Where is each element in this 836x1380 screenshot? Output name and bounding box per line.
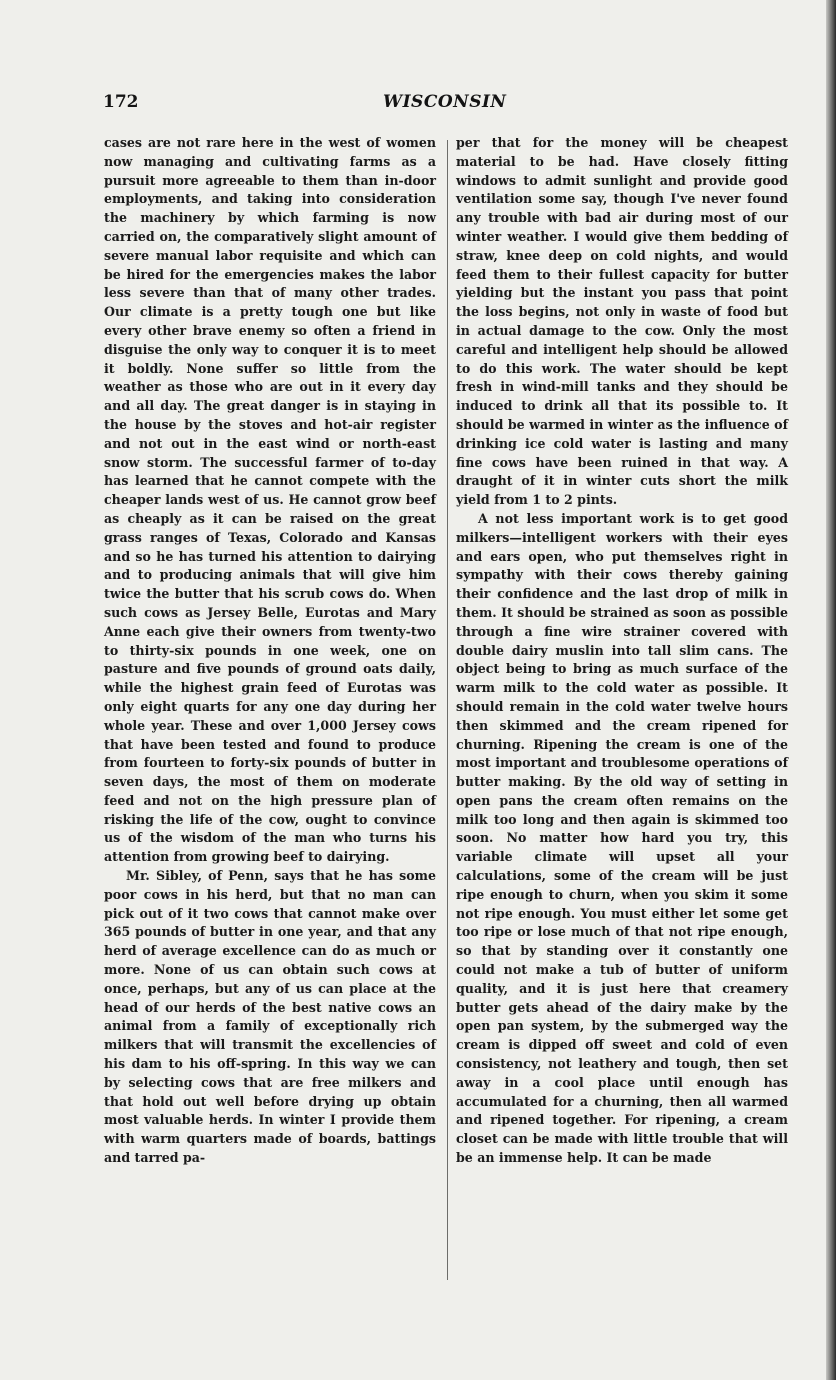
page-number: 172 — [103, 92, 139, 112]
right-paragraph-1: per that for the money will be cheapest material to be had. Have closely fitting windows to admit sunlight and provide good ventilation some say, though I've never found any trouble with bad air during most of our winter weather. I would give them bedding of straw, knee deep on cold nights, and would feed them to their fullest capacity for butter yielding but the instant you pass that point the loss begins, not only in waste of food but in actual damage to the cow. Only the most careful and intelligent help should be allowed to do this work. The water should be kept fresh in wind-mill tanks and they should be induced to drink all that its possible to. It should be warmed in winter as the influence of drinking ice cold water is lasting and many fine cows have been ruined in that way. A draught of it in winter cuts short the milk yield from 1 to 2 pints. — [456, 135, 788, 508]
left-paragraph-1: cases are not rare here in the west of women now managing and cultivating farms as a pursuit more agreeable to them than in-door employments, and taking into consideration the machinery by which farming is now carried on, the comparatively slight amount of severe manual labor requisite and which can be hired for the emergencies makes the labor less severe than that of many other trades. Our climate is a pretty tough one but like every other brave enemy so often a friend in disguise the only way to conquer it is to meet it boldly. None suffer so little from the weather as those who are out in it every day and all day. The great danger is in staying in the house by the stoves and hot-air register and not out in the east wind or north-east snow storm. The successful farmer of to-day has learned that he cannot compete with the cheaper lands west of us. He cannot grow beef as cheaply as it can be raised on the great grass ranges of Texas, Colorado and Kansas and so he has turned his attention to dairying and to producing animals that will give him twice the butter that his scrub cows do. When such cows as Jersey Belle, Eurotas and Mary Anne each give their owners from twenty-two to thirty-six pounds in one week, one on pasture and five pounds of ground oats daily, while the highest grain feed of Eurotas was only eight quarts for any one day during her whole year. These and over 1,000 Jersey cows that have been tested and found to produce from fourteen to forty-six pounds of butter in seven days, the most of them on moderate feed and not on the high pressure plan of risking the life of the cow, ought to convince us of the wisdom of the man who turns his attention from growing beef to dairying. — [104, 135, 436, 865]
column-divider — [447, 140, 448, 1280]
right-paragraph-2: A not less important work is to get good milkers—intelligent workers with their eyes and ears open, who put themselves right in sympathy with their cows thereby gaining their confidence and the last drop of milk in them. It should be strained as soon as possible through a fine wire strainer covered with double dairy muslin into tall slim cans. The object being to bring as much surface of the warm milk to the cold water as possible. It should remain in the cold water twelve hours then skimmed and the cream ripened for churning. Ripening the cream is one of the most important and troublesome operations of butter making. By the old way of setting in open pans the cream often remains on the milk too long and then again is skimmed too soon. No matter how hard you try, this variable climate will upset all your calculations, some of the cream will be just ripe enough to churn, when you skim it some not ripe enough. You must either let some get too ripe or lose much of that not ripe enough, so that by standing over it constantly one could not make a tub of butter of uniform quality, and it is just here that creamery butter gets ahead of the dairy make by the open pan system, by the submerged way the cream is dipped off sweet and cold of even consistency, not leathery and tough, then set away in a cool place until enough has accumulated for a churning, then all warmed and ripened together. For ripening, a cream closet can be made with little trouble that will be an immense help. It can be made — [456, 510, 788, 1166]
page-edge — [826, 0, 836, 1380]
page-header — [103, 92, 793, 118]
running-head: WISCONSIN — [383, 92, 507, 112]
left-column — [104, 134, 436, 1168]
right-column — [456, 134, 788, 1168]
left-paragraph-2: Mr. Sibley, of Penn, says that he has some poor cows in his herd, but that no man can pick out of it two cows that cannot make over 365 pounds of butter in one year, and that any herd of average excellence can do as much or more. None of us can obtain such cows at once, perhaps, but any of us can place at the head of our herds of the best native cows an animal from a family of exceptionally rich milkers that will transmit the excellencies of his dam to his off-spring. In this way we can by selecting cows that are free milkers and that hold out well before drying up obtain most valuable herds. In winter I provide them with warm quarters made of boards, battings and tarred pa- — [104, 868, 436, 1166]
